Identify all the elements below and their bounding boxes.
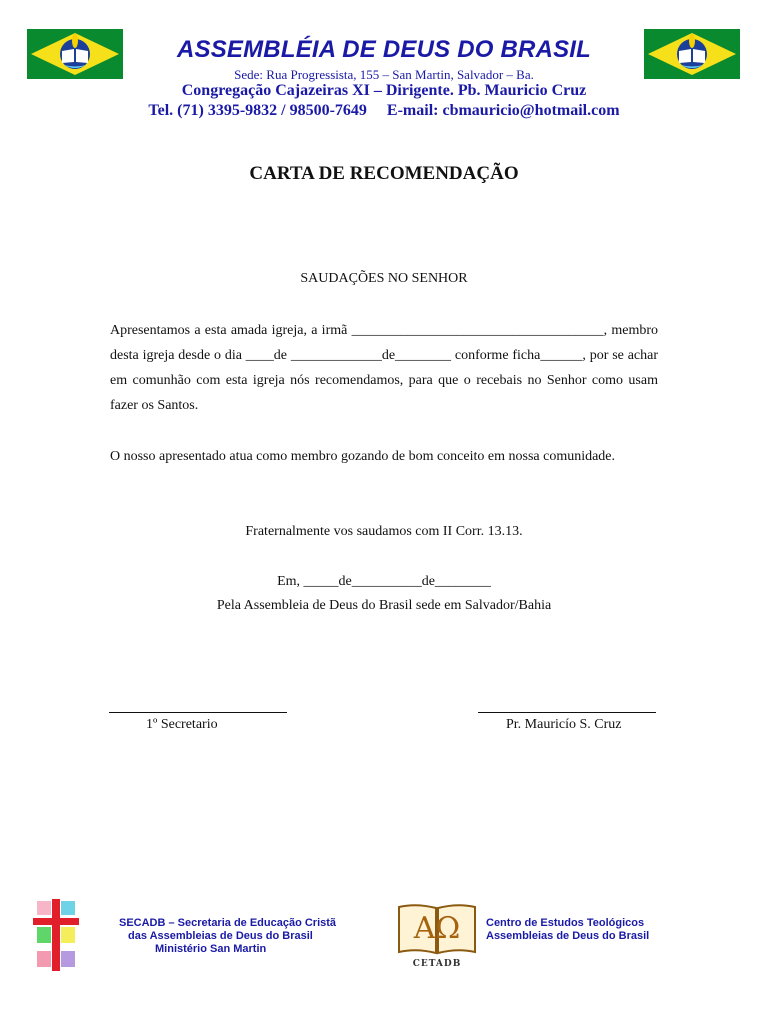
cetadb-line-1: Centro de Estudos Teológicos: [486, 917, 645, 929]
closing-salutation: Fraternalmente vos saudamos com II Corr. 13.13.: [245, 524, 523, 539]
signature-line-secretary: [109, 712, 287, 713]
paragraph-introduction: Apresentamos a esta amada igreja, a irmã ____________________________________, membro desta igreja desde o dia ____de _____________de________ conforme ficha______, por se achar em comunhão com esta igreja nós recomendamos, para que o recebais no Senhor como usam fazer os Santos.: [110, 323, 658, 413]
secadb-line-2: das Assembleias de Deus do Brasil: [128, 930, 313, 942]
signature-line-pastor: [478, 712, 656, 713]
cetadb-text: [486, 917, 649, 943]
secadb-text: [119, 917, 336, 956]
greeting: SAUDAÇÕES NO SENHOR: [300, 271, 468, 286]
document-title: CARTA DE RECOMENDAÇÃO: [249, 163, 519, 184]
cetadb-caption: CETADB: [412, 959, 462, 969]
secadb-line-3: Ministério San Martin: [155, 943, 267, 955]
church-name-title: ASSEMBLÉIA DE DEUS DO BRASIL: [176, 36, 592, 63]
sede-address: Sede: Rua Progressista, 155 – San Martin, Salvador – Ba.: [234, 67, 534, 82]
cetadb-logo: [396, 903, 478, 973]
signature-label-secretary: 1º Secretario: [146, 717, 218, 732]
secadb-line-1: SECADB – Secretaria de Educação Cristã: [119, 917, 337, 929]
secadb-cross-logo: [31, 899, 81, 971]
paragraph-conduct: O nosso apresentado atua como membro gozando de bom conceito em nossa comunidade.: [110, 449, 616, 464]
sede-line: Pela Assembleia de Deus do Brasil sede em Salvador/Bahia: [216, 598, 552, 613]
alpha-omega-letters: AΩ: [413, 911, 461, 946]
congregation-line: Congregação Cajazeiras XI – Dirigente. Pb. Mauricio Cruz: [181, 82, 587, 99]
contact-line: Tel. (71) 3395-9832 / 98500-7649 E-mail: cbmauricio@hotmail.com: [148, 102, 620, 119]
cetadb-line-2: Assembleias de Deus do Brasil: [486, 930, 650, 942]
signature-label-pastor: Pr. Mauricío S. Cruz: [506, 717, 622, 732]
date-line: Em, _____de__________de________: [277, 574, 491, 589]
